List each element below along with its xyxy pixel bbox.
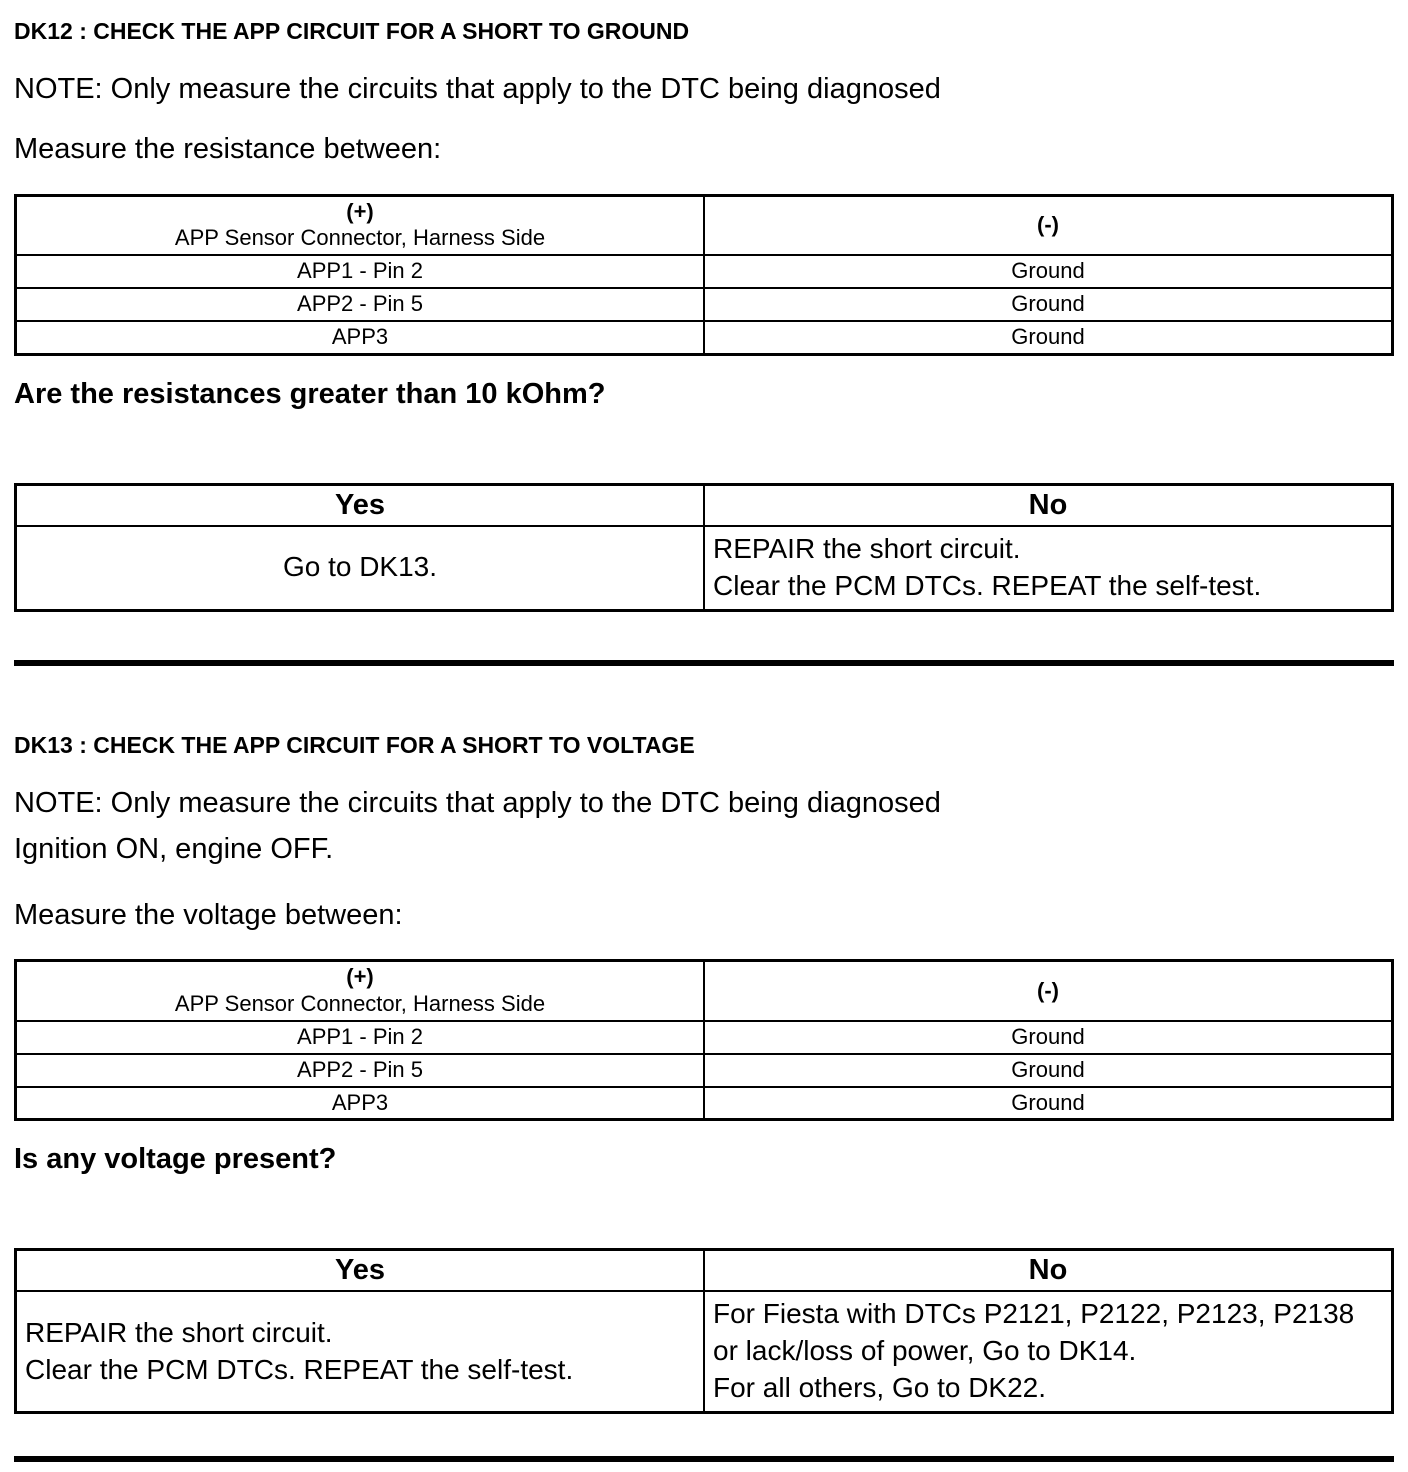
plus-cell: APP2 - Pin 5 (16, 288, 705, 321)
yes-header-cell: Yes (16, 1250, 705, 1292)
dk12-question: Are the resistances greater than 10 kOhm? (14, 377, 606, 410)
plus-subtitle: APP Sensor Connector, Harness Side (174, 991, 546, 1017)
yes-action-line: REPAIR the short circuit. (25, 1316, 333, 1348)
plus-cell: APP1 - Pin 2 (16, 255, 705, 288)
dk13-measurement-table (14, 959, 1394, 1121)
no-action-cell (704, 1291, 1393, 1412)
minus-cell: Ground (704, 321, 1393, 354)
dk12-measurement-table (14, 194, 1394, 356)
table-row (16, 1087, 1393, 1120)
decision-header-row (16, 1250, 1393, 1292)
yes-action-cell (16, 526, 705, 610)
dk13-measure-instruction: Measure the voltage between: (14, 899, 403, 932)
section-divider-rule (14, 1456, 1394, 1462)
table-row (16, 255, 1393, 288)
minus-cell: Ground (704, 1087, 1393, 1120)
yes-action-line: Clear the PCM DTCs. REPEAT the self-test. (25, 1353, 574, 1385)
plus-symbol: (+) (346, 198, 374, 224)
yes-header-cell: Yes (16, 484, 705, 526)
table-header-row (16, 195, 1393, 255)
no-header-cell: No (704, 484, 1393, 526)
minus-cell: Ground (704, 1054, 1393, 1087)
decision-body-row (16, 1291, 1393, 1412)
no-action-line: For Fiesta with DTCs P2121, P2122, P2123, P2138 or lack/loss of power, Go to DK14. (713, 1298, 1355, 1367)
table-row (16, 321, 1393, 354)
minus-header-cell: (-) (704, 195, 1393, 255)
plus-header-cell (16, 195, 705, 255)
plus-cell: APP3 (16, 1087, 705, 1120)
yes-action-cell (16, 1291, 705, 1412)
table-row (16, 1021, 1393, 1054)
plus-header-cell (16, 961, 705, 1021)
dk13-note: NOTE: Only measure the circuits that apply to the DTC being diagnosed (14, 786, 941, 819)
no-action-line: REPAIR the short circuit. (713, 532, 1021, 564)
no-action-cell (704, 526, 1393, 610)
section-dk12 (14, 18, 1394, 666)
plus-symbol: (+) (346, 964, 374, 990)
table-header-row (16, 961, 1393, 1021)
dk13-decision-table (14, 1248, 1394, 1414)
dk12-step-heading: DK12 : CHECK THE APP CIRCUIT FOR A SHORT TO GROUND (14, 18, 690, 44)
section-dk13 (14, 732, 1394, 1463)
decision-header-row (16, 484, 1393, 526)
plus-cell: APP3 (16, 321, 705, 354)
yes-action-line: Go to DK13. (282, 551, 438, 583)
decision-body-row (16, 526, 1393, 610)
section-divider-rule (14, 660, 1394, 666)
minus-cell: Ground (704, 255, 1393, 288)
table-row (16, 288, 1393, 321)
plus-cell: APP1 - Pin 2 (16, 1021, 705, 1054)
minus-header-cell: (-) (704, 961, 1393, 1021)
plus-subtitle: APP Sensor Connector, Harness Side (174, 225, 546, 251)
table-row (16, 1054, 1393, 1087)
no-action-line: For all others, Go to DK22. (713, 1372, 1047, 1404)
plus-cell: APP2 - Pin 5 (16, 1054, 705, 1087)
no-action-line: Clear the PCM DTCs. REPEAT the self-test. (713, 569, 1262, 601)
dk13-step-heading: DK13 : CHECK THE APP CIRCUIT FOR A SHORT TO VOLTAGE (14, 731, 695, 758)
dk13-ignition-state: Ignition ON, engine OFF. (14, 832, 334, 865)
no-header-cell: No (704, 1250, 1393, 1292)
dk13-question: Is any voltage present? (14, 1143, 337, 1176)
dk12-measure-instruction: Measure the resistance between: (14, 133, 442, 166)
minus-cell: Ground (704, 288, 1393, 321)
dk12-decision-table (14, 483, 1394, 612)
minus-cell: Ground (704, 1021, 1393, 1054)
dk12-note: NOTE: Only measure the circuits that apply to the DTC being diagnosed (14, 73, 941, 105)
